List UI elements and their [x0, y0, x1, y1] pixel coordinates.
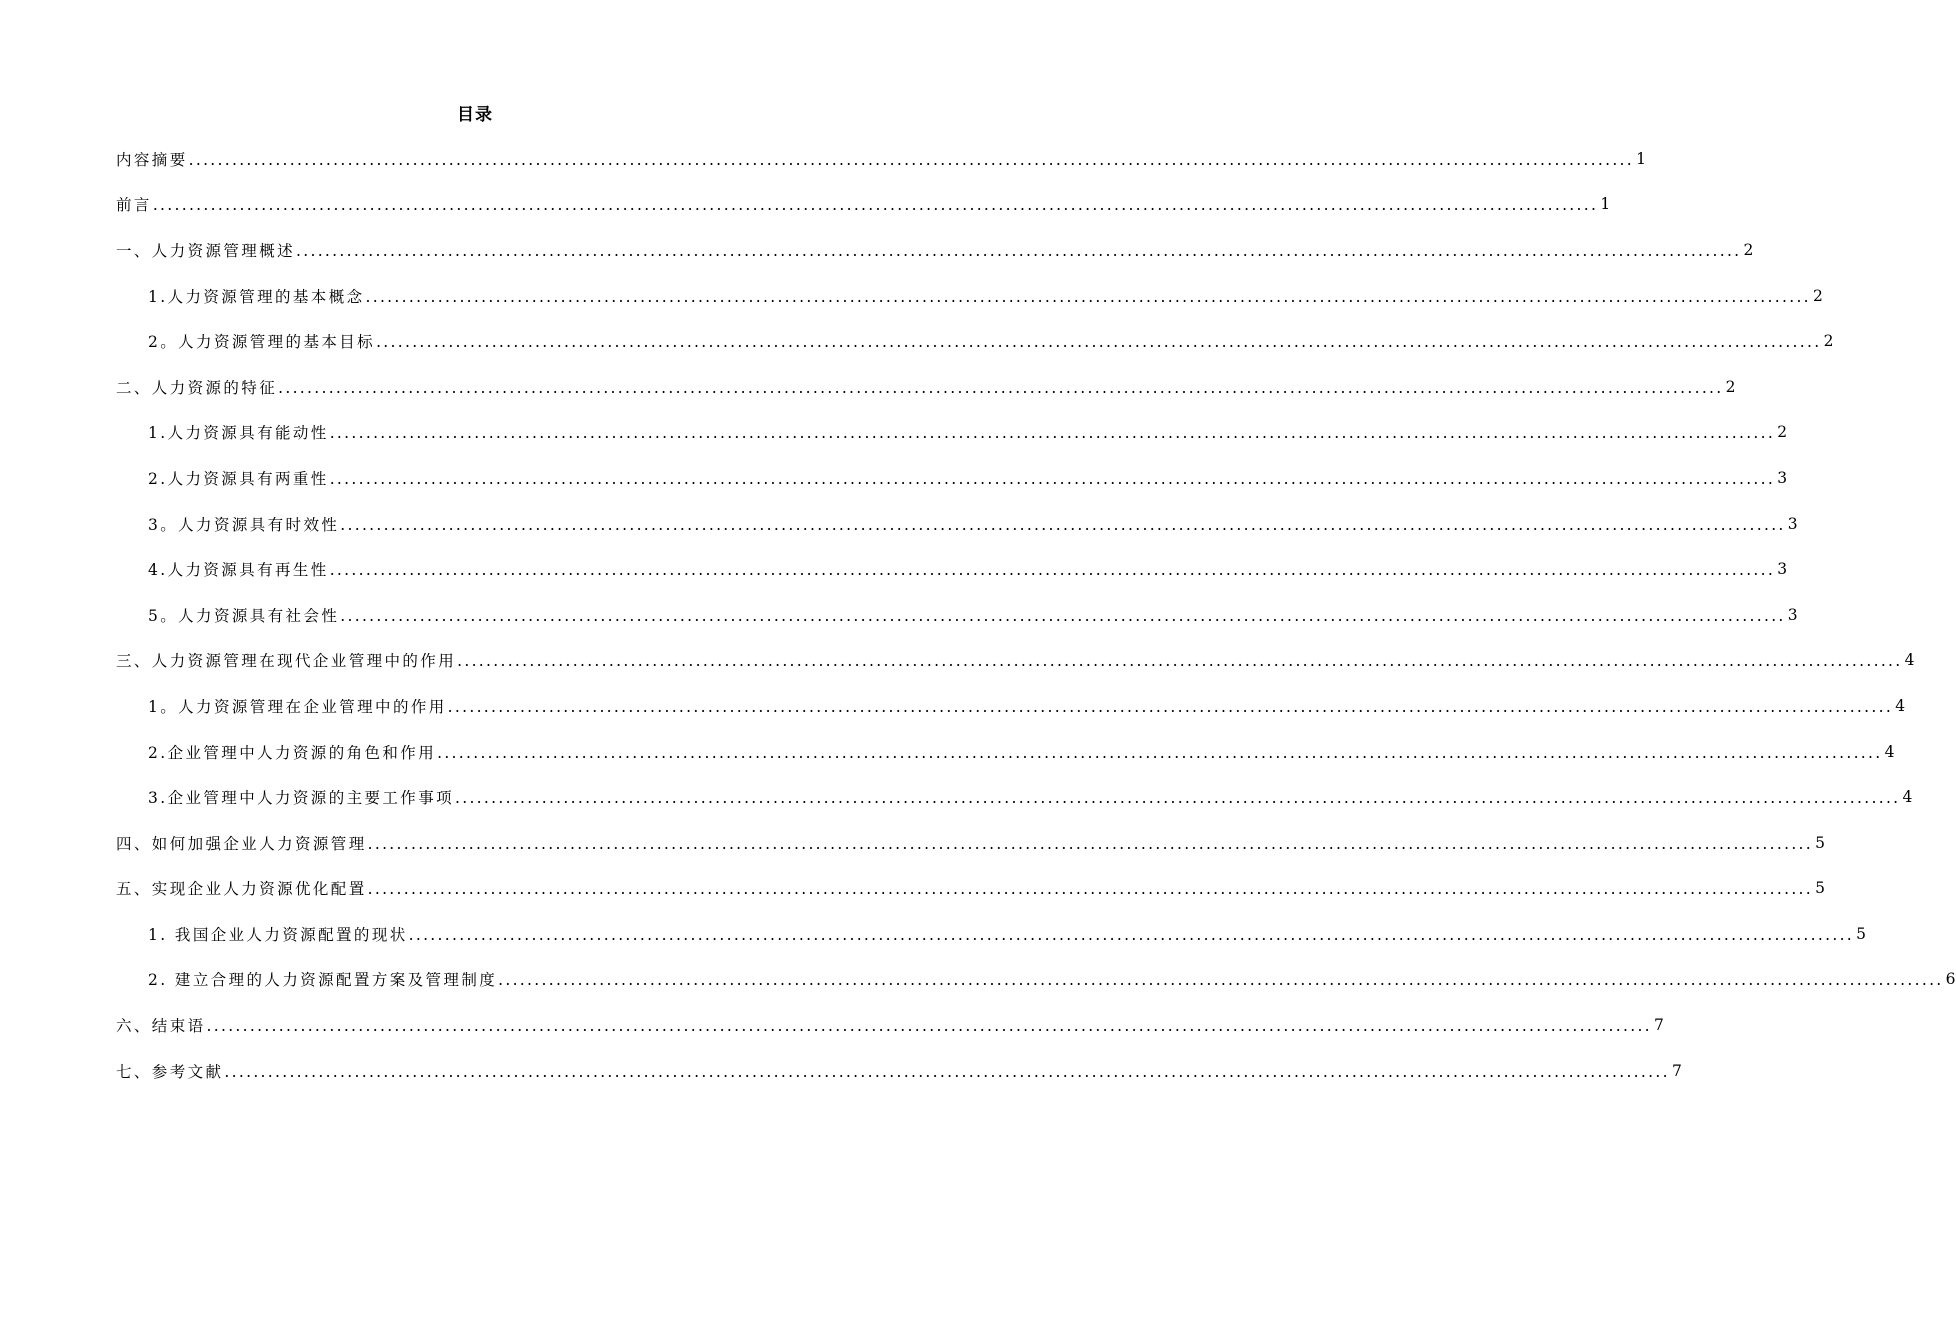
toc-page-number: 7 [1671, 1061, 1682, 1080]
toc-page-number: 4 [1895, 696, 1906, 715]
toc-entry[interactable] [116, 410, 1788, 456]
toc-page-number: 3 [1787, 514, 1798, 533]
toc-entry-text: 2. 建立合理的人力资源配置方案及管理制度 [148, 971, 498, 990]
toc-page-number: 2 [1725, 377, 1736, 396]
toc-dot-leader: ........................................................................................................................................................................................................ [455, 789, 1901, 808]
toc-dot-leader: ........................................................................................................................................................................................................ [206, 1017, 1652, 1036]
toc-page-number: 2 [1823, 332, 1834, 351]
toc-dot-leader: ........................................................................................................................................................................................................ [367, 880, 1814, 899]
toc-entry-text: 2。人力资源管理的基本目标 [148, 333, 376, 352]
toc-page-number: 4 [1902, 788, 1913, 807]
toc-entry-text: 四、如何加强企业人力资源管理 [116, 834, 367, 853]
toc-entry[interactable] [116, 227, 1754, 273]
toc-dot-leader: ........................................................................................................................................................................................................ [224, 1062, 1670, 1081]
toc-dot-leader: ........................................................................................................................................................................................................ [329, 424, 1776, 443]
toc-dot-leader: ........................................................................................................................................................................................................ [340, 515, 1786, 534]
toc-dot-leader: ........................................................................................................................................................................................................ [296, 241, 1742, 260]
toc-entry[interactable] [116, 638, 1915, 684]
toc-entry-text: 1。人力资源管理在企业管理中的作用 [148, 697, 447, 716]
toc-entry-text: 内容摘要 [116, 150, 188, 169]
toc-entry-text: 2.企业管理中人力资源的角色和作用 [148, 743, 437, 762]
toc-page-number: 5 [1815, 833, 1826, 852]
toc-entry-text: 2.人力资源具有两重性 [148, 469, 329, 488]
toc-entry[interactable] [116, 592, 1798, 638]
toc-page-number: 5 [1856, 924, 1867, 943]
toc-entry-text: 1.人力资源管理的基本概念 [148, 287, 365, 306]
toc-page-number: 6 [1945, 970, 1956, 989]
toc-dot-leader: ........................................................................................................................................................................................................ [437, 743, 1883, 762]
toc-dot-leader: ........................................................................................................................................................................................................ [340, 606, 1786, 625]
toc-entry-text: 3.企业管理中人力资源的主要工作事项 [148, 789, 454, 808]
toc-page-number: 7 [1654, 1016, 1664, 1035]
toc-page-number: 3 [1777, 468, 1788, 487]
toc-entry[interactable] [116, 683, 1906, 729]
toc-entry[interactable] [116, 820, 1826, 866]
toc-entry-text: 5。人力资源具有社会性 [148, 606, 340, 625]
toc-entry-text: 前言 [116, 196, 152, 215]
toc-page-number: 2 [1743, 240, 1754, 259]
toc-entry[interactable] [116, 957, 1956, 1003]
toc-dot-leader: ........................................................................................................................................................................................................ [329, 561, 1776, 580]
toc-entry-text: 五、实现企业人力资源优化配置 [116, 880, 367, 899]
toc-entry[interactable] [116, 866, 1826, 912]
toc-entry-text: 4.人力资源具有再生性 [148, 561, 329, 580]
toc-entry-text: 1.人力资源具有能动性 [148, 424, 329, 443]
toc-dot-leader: ........................................................................................................................................................................................................ [329, 469, 1776, 488]
toc-entry[interactable] [116, 364, 1736, 410]
toc-entry[interactable] [116, 273, 1823, 319]
toc-dot-leader: ........................................................................................................................................................................................................ [447, 697, 1894, 716]
toc-entry[interactable] [116, 1002, 1664, 1048]
toc-entry-text: 二、人力资源的特征 [116, 378, 278, 397]
toc-dot-leader: ........................................................................................................................................................................................................ [278, 378, 1724, 397]
table-of-contents [116, 136, 1956, 1093]
toc-entry-text: 1. 我国企业人力资源配置的现状 [148, 925, 408, 944]
toc-page-number: 3 [1787, 605, 1798, 624]
toc-entry-text: 3。人力资源具有时效性 [148, 515, 340, 534]
toc-entry[interactable] [116, 501, 1798, 547]
toc-dot-leader: ........................................................................................................................................................................................................ [367, 834, 1814, 853]
toc-page-number: 3 [1777, 560, 1788, 579]
toc-entry[interactable] [116, 1048, 1682, 1094]
toc-page-number: 4 [1904, 651, 1915, 670]
toc-entry[interactable] [116, 455, 1788, 501]
toc-entry-text: 一、人力资源管理概述 [116, 241, 296, 260]
toc-page-number: 1 [1636, 149, 1647, 168]
toc-page-number: 1 [1600, 195, 1611, 214]
toc-page-number: 2 [1813, 286, 1823, 305]
toc-entry[interactable] [116, 182, 1611, 228]
toc-entry[interactable] [116, 774, 1913, 820]
toc-dot-leader: ........................................................................................................................................................................................................ [152, 196, 1599, 215]
toc-page-number: 2 [1777, 423, 1788, 442]
toc-page-number: 4 [1884, 742, 1895, 761]
toc-entry[interactable] [116, 136, 1647, 182]
toc-entry[interactable] [116, 318, 1834, 364]
toc-entry-text: 七、参考文献 [116, 1062, 224, 1081]
toc-dot-leader: ........................................................................................................................................................................................................ [408, 925, 1855, 944]
toc-dot-leader: ........................................................................................................................................................................................................ [188, 150, 1635, 169]
toc-page-number: 5 [1815, 879, 1826, 898]
toc-entry-text: 三、人力资源管理在现代企业管理中的作用 [116, 652, 457, 671]
toc-dot-leader: ........................................................................................................................................................................................................ [365, 287, 1811, 306]
toc-entry[interactable] [116, 911, 1867, 957]
toc-entry[interactable] [116, 729, 1895, 775]
toc-entry[interactable] [116, 546, 1788, 592]
toc-dot-leader: ........................................................................................................................................................................................................ [498, 971, 1944, 990]
toc-dot-leader: ........................................................................................................................................................................................................ [376, 333, 1822, 352]
toc-entry-text: 六、结束语 [116, 1017, 206, 1036]
toc-title: 目录 [457, 105, 493, 125]
toc-dot-leader: ........................................................................................................................................................................................................ [457, 652, 1903, 671]
